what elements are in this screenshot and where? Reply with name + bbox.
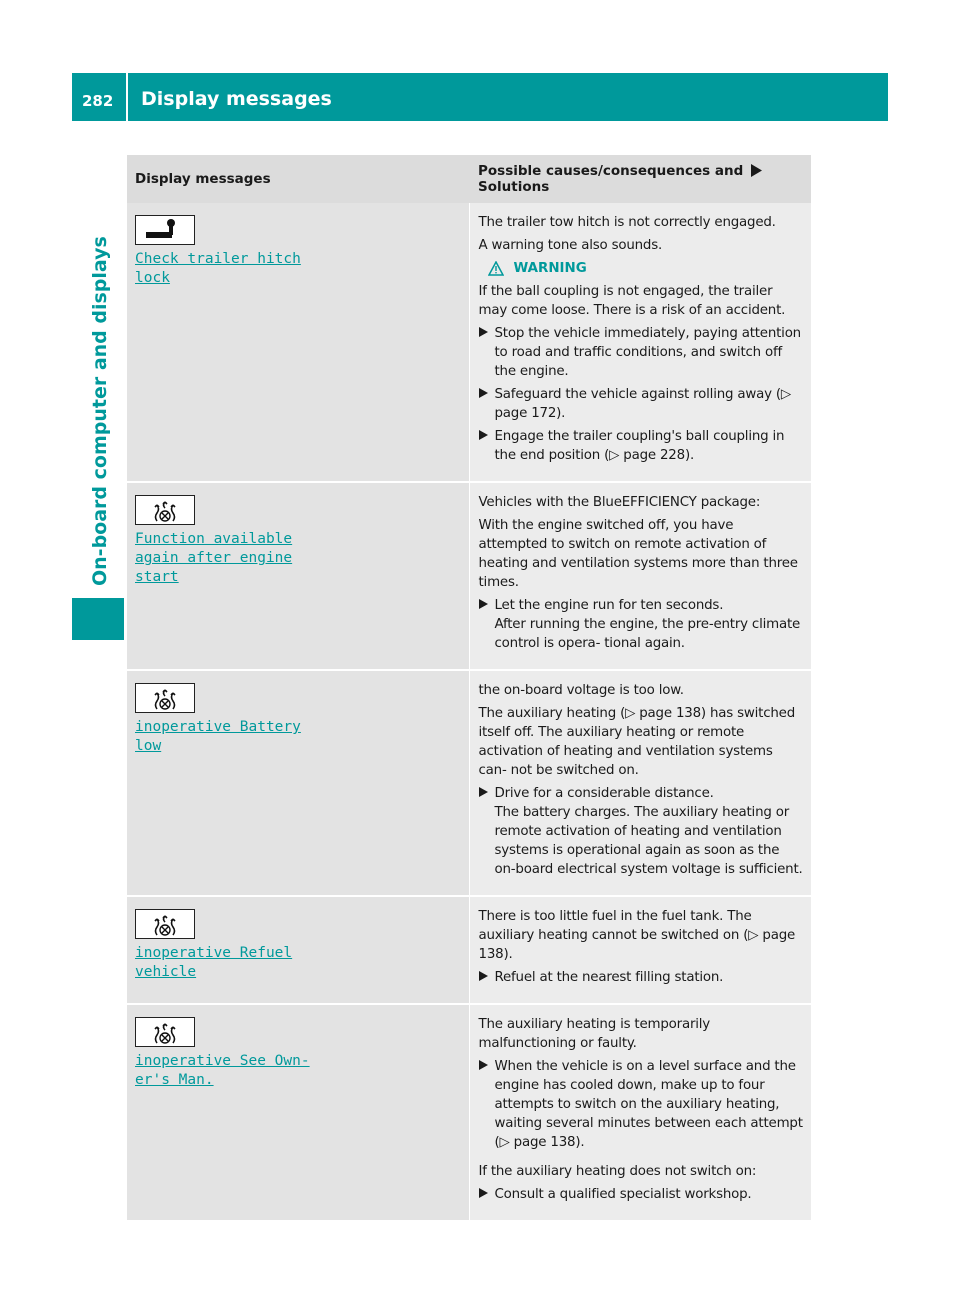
bullet-arrow-icon — [479, 784, 495, 879]
auxiliary-heating-icon — [136, 684, 194, 712]
instruction-item — [479, 784, 804, 879]
solution-cell — [469, 1004, 811, 1221]
instruction-item — [479, 385, 804, 423]
display-message-content — [127, 671, 469, 766]
cause-text: Vehicles with the BlueEFFICIENCY package: — [478, 495, 761, 510]
display-symbol — [135, 683, 195, 713]
warning-text: If the ball coupling is not engaged, the trailer may come loose. There is a risk of an accident. — [478, 284, 786, 318]
display-message-text: er's Man. — [135, 1072, 214, 1088]
side-tab-marker — [72, 598, 124, 640]
display-message-content — [127, 1005, 469, 1100]
display-message-text: start — [135, 569, 179, 585]
page-number: 282 — [82, 92, 114, 110]
display-message-text: vehicle — [135, 964, 197, 980]
instruction-text: When the vehicle is on a level surface and the engine has cooled down, make up to four attempts to switch on the auxiliary heating, waiting several minutes between each attempt (▷ page 138). — [494, 1059, 803, 1150]
auxiliary-heating-icon — [136, 910, 194, 938]
instruction-item — [479, 1057, 804, 1152]
warning-label: WARNING — [513, 261, 587, 276]
solution-content — [470, 483, 812, 669]
display-symbol — [135, 215, 195, 245]
instruction-text: Safeguard the vehicle against rolling away (▷ page 172). — [494, 387, 792, 421]
bullet-arrow-icon — [479, 968, 495, 987]
cause-text: With the engine switched off, you have attempted to switch on remote activation of heating and ventilation systems more than three times. — [478, 518, 798, 590]
instruction-text: Consult a qualified specialist workshop. — [494, 1187, 752, 1202]
solution-content — [470, 203, 812, 481]
display-message-cell — [127, 896, 469, 1004]
solution-content — [470, 1005, 812, 1220]
bullet-arrow-icon — [479, 1185, 495, 1204]
warning-icon — [488, 261, 504, 276]
trailer-hitch-icon — [136, 216, 194, 244]
display-message-cell — [127, 203, 469, 482]
instruction-item — [479, 324, 804, 381]
table-row — [127, 670, 811, 896]
table-row — [127, 203, 811, 482]
col-header-display-messages: Display messages — [127, 155, 469, 203]
display-message-content — [127, 897, 469, 992]
auxiliary-heating-icon — [136, 1018, 194, 1046]
display-symbol — [135, 1017, 195, 1047]
col-header-causes-solutions — [469, 155, 811, 203]
cause-text: The trailer tow hitch is not correctly engaged. — [478, 215, 776, 230]
cause-text: There is too little fuel in the fuel tank. The auxiliary heating cannot be switched on (▷ page 138). — [478, 909, 796, 962]
table-row — [127, 1004, 811, 1221]
display-symbol — [135, 909, 195, 939]
cause-text: The auxiliary heating (▷ page 138) has switched itself off. The auxiliary heating or remote activation of heating and ventilation systems can- not be switched on. — [478, 706, 796, 778]
solution-cell — [469, 203, 811, 482]
col-header-causes: Possible causes/consequences and — [478, 163, 744, 179]
table-header-row — [127, 155, 811, 203]
instruction-item — [479, 596, 804, 653]
cause-text: the on-board voltage is too low. — [478, 683, 684, 698]
side-section-title: On-board computer and displays — [89, 236, 111, 586]
instruction-text: Stop the vehicle immediately, paying attention to road and traffic conditions, and switch off the engine. — [494, 326, 801, 379]
solution-content — [470, 671, 812, 895]
cause-text: If the auxiliary heating does not switch on: — [478, 1164, 757, 1179]
solution-cell — [469, 896, 811, 1004]
display-message-cell — [127, 482, 469, 670]
bullet-arrow-icon — [479, 1057, 495, 1152]
display-symbol — [135, 495, 195, 525]
display-message-text: low — [135, 738, 162, 754]
solution-cell — [469, 670, 811, 896]
bullet-arrow-icon — [479, 385, 495, 423]
auxiliary-heating-icon — [136, 496, 194, 524]
display-message-text: Function available — [135, 531, 293, 547]
display-message-content — [127, 203, 469, 298]
display-message-text: lock — [135, 270, 170, 286]
display-message-text: again after engine — [135, 550, 293, 566]
instruction-text: Refuel at the nearest filling station. — [494, 970, 724, 985]
table-row — [127, 896, 811, 1004]
display-message-text: Check trailer hitch — [135, 251, 301, 267]
col-header-solutions: Solutions — [478, 179, 550, 195]
cause-text: The auxiliary heating is temporarily malfunctioning or faulty. — [478, 1017, 711, 1051]
instruction-text: Engage the trailer coupling's ball coupling in the end position (▷ page 228). — [494, 429, 785, 463]
display-message-text: inoperative See Own‐ — [135, 1053, 310, 1069]
solution-arrow-icon — [750, 164, 762, 177]
display-messages-table — [127, 155, 811, 1222]
bullet-arrow-icon — [479, 324, 495, 381]
solution-cell — [469, 482, 811, 670]
instruction-item — [479, 1185, 804, 1204]
cause-text: A warning tone also sounds. — [478, 238, 663, 253]
table-row — [127, 482, 811, 670]
solution-content — [470, 897, 812, 1003]
display-message-cell — [127, 1004, 469, 1221]
instruction-text: Drive for a considerable distance. The battery charges. The auxiliary heating or remote activation of heating and ventilation systems is operational again as soon as the on-board electrical system voltage is sufficient. — [494, 786, 803, 877]
bullet-arrow-icon — [479, 427, 495, 465]
display-message-cell — [127, 670, 469, 896]
page-title: Display messages — [141, 88, 332, 110]
warning-heading — [488, 261, 804, 276]
bullet-arrow-icon — [479, 596, 495, 653]
instruction-text: Let the engine run for ten seconds. After running the engine, the pre-entry climate control is opera- tional again. — [494, 598, 801, 651]
display-message-content — [127, 483, 469, 597]
instruction-item — [479, 968, 804, 987]
instruction-item — [479, 427, 804, 465]
display-message-text: inoperative Refuel — [135, 945, 293, 961]
display-message-text: inoperative Battery — [135, 719, 301, 735]
header-divider — [126, 73, 128, 121]
